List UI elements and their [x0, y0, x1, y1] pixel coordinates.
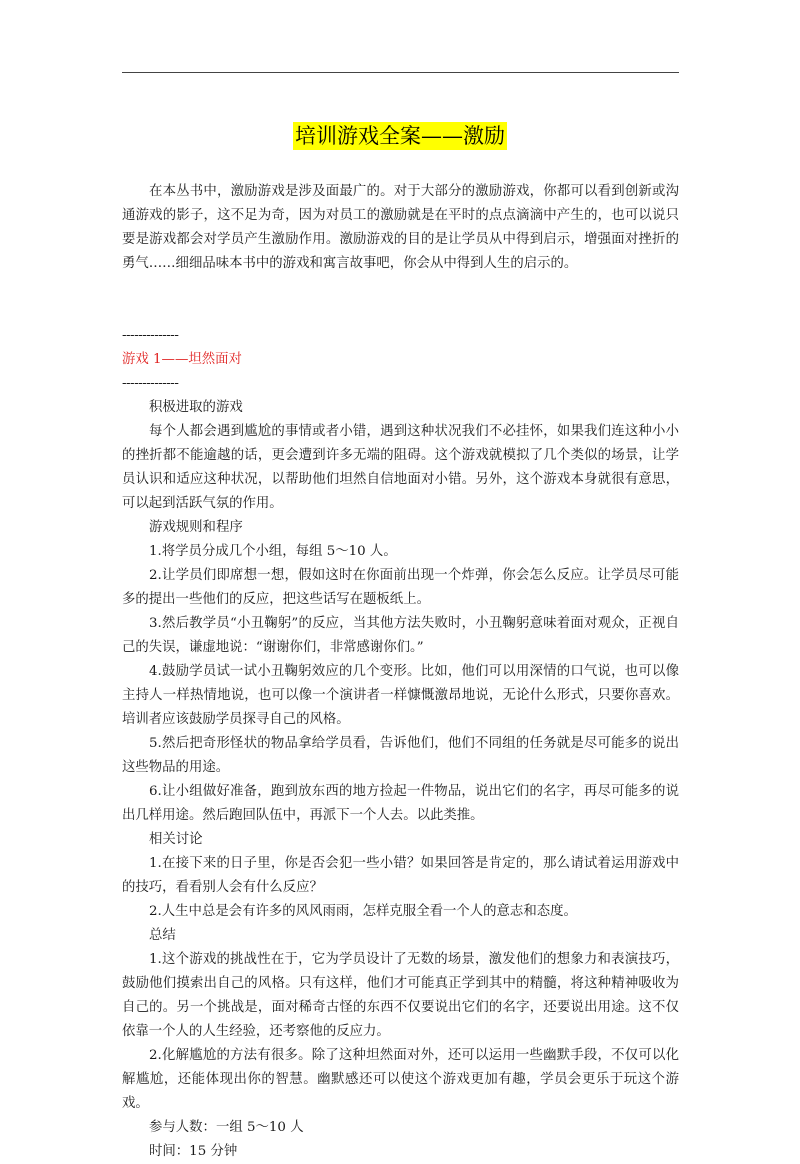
intro-paragraph: 在本丛书中，激励游戏是涉及面最广的。对于大部分的激励游戏，你都可以看到创新或沟通游戏的影子，这不足为奇，因为对员工的激励就是在平时的点点滴滴中产生的，也可以说只要是游戏都会对学员产生激励作用。激励游戏的目的是让学员从中得到启示，增强面对挫折的勇气……细细品味本书中的游戏和寓言故事吧，你会从中得到人生的启示的。 [122, 184, 679, 271]
section-heading: 相关讨论 [149, 832, 203, 847]
spacer [122, 300, 679, 324]
list-item: 2.人生中总是会有许多的风风雨雨，怎样克服全看一个人的意志和态度。 [149, 904, 577, 919]
title-container [0, 122, 800, 150]
document-title: 培训游戏全案——激励 [295, 124, 505, 148]
body-paragraph: 每个人都会遇到尴尬的事情或者小错，遇到这种状况我们不必挂怀，如果我们连这种小小的挫折都不能逾越的话，更会遭到许多无端的阻碍。这个游戏就模拟了几个类似的场景，让学员认识和适应这种状况，以帮助他们坦然自信地面对小错。另外，这个游戏本身就很有意思，可以起到活跃气氛的作用。 [122, 424, 679, 511]
section-heading: 总结 [149, 928, 176, 943]
list-item: 4.鼓励学员试一试小丑鞠躬效应的几个变形。比如，他们可以用深情的口气说，也可以像主持人一样热情地说，也可以像一个演讲者一样慷慨激昂地说，无论什么形式，只要你喜欢。培训者应该鼓励学员探寻自己的风格。 [122, 664, 679, 727]
header-rule [122, 72, 679, 73]
section-heading: 游戏规则和程序 [149, 520, 243, 535]
list-item: 5.然后把奇形怪状的物品拿给学员看，告诉他们，他们不同组的任务就是尽可能多的说出这些物品的用途。 [122, 736, 679, 775]
list-item: 1.在接下来的日子里，你是否会犯一些小错？如果回答是肯定的，那么请试着运用游戏中的技巧，看看别人会有什么反应？ [122, 856, 679, 895]
divider-bottom: -------------- [122, 376, 179, 391]
spacer [122, 276, 679, 300]
divider-top: -------------- [122, 328, 179, 343]
list-item: 6.让小组做好准备，跑到放东西的地方捡起一件物品，说出它们的名字，再尽可能多的说出几样用途。然后跑回队伍中，再派下一个人去。以此类推。 [122, 784, 679, 823]
document-body [122, 180, 679, 1164]
game-title: 游戏 1——坦然面对 [122, 352, 242, 367]
list-item: 2.化解尴尬的方法有很多。除了这种坦然面对外，还可以运用一些幽默手段，不仅可以化解尴尬，还能体现出你的智慧。幽默感还可以使这个游戏更加有趣，学员会更乐于玩这个游戏。 [122, 1048, 679, 1111]
list-item: 1.将学员分成几个小组，每组 5～10 人。 [149, 544, 397, 559]
list-item: 2.让学员们即席想一想，假如这时在你面前出现一个炸弹，你会怎么反应。让学员尽可能多的提出一些他们的反应，把这些话写在题板纸上。 [122, 568, 679, 607]
list-item: 1.这个游戏的挑战性在于，它为学员设计了无数的场景，激发他们的想象力和表演技巧，鼓励他们摸索出自己的风格。只有这样，他们才可能真正学到其中的精髓，将这种精神吸收为自己的。另一个挑战是，面对稀奇古怪的东西不仅要说出它们的名字，还要说出用途。这不仅依靠一个人的人生经验，还考察他的反应力。 [122, 952, 679, 1039]
list-item: 3.然后教学员“小丑鞠躬”的反应，当其他方法失败时，小丑鞠躬意味着面对观众，正视自己的失误，谦虚地说：“谢谢你们，非常感谢你们。” [122, 616, 679, 655]
participants-line: 参与人数：一组 5～10 人 [149, 1120, 304, 1135]
section-heading: 积极进取的游戏 [149, 400, 243, 415]
time-line: 时间：15 分钟 [149, 1144, 238, 1159]
